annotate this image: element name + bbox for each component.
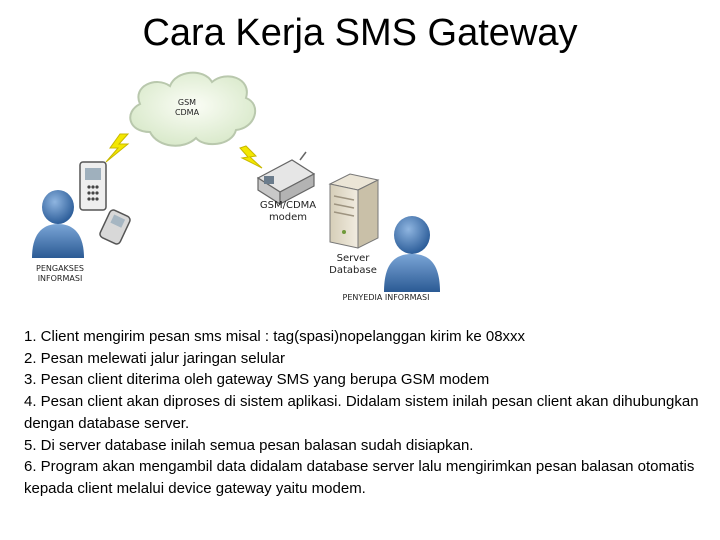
- step-1: 1. Client mengirim pesan sms misal : tag(spasi)nopelanggan kirim ke 08xxx: [24, 328, 526, 345]
- user-left-icon: [32, 190, 84, 258]
- server-database-icon: [330, 174, 378, 248]
- steps-list: [24, 326, 700, 500]
- cloud-label: [162, 98, 212, 118]
- modem-label-line1: GSM/CDMA: [259, 200, 317, 211]
- user-left-label: [28, 264, 92, 284]
- cloud-label-gsm: GSM: [177, 98, 197, 107]
- modem-icon: [258, 152, 314, 204]
- phone-icon: [80, 162, 106, 210]
- cloud-label-cdma: CDMA: [174, 108, 200, 117]
- server-label-line2: Database: [329, 265, 377, 276]
- user-right-icon: [384, 216, 440, 292]
- modem-label: [248, 200, 328, 224]
- signal-bolt-left-icon: [106, 134, 128, 162]
- step-4: 4. Pesan client akan diproses di sistem aplikasi. Didalam sistem inilah pesan client akan dihubungkan dengan database server.: [24, 393, 699, 432]
- page-title: Cara Kerja SMS Gateway: [142, 12, 578, 54]
- user-left-label-line1: PENGAKSES: [36, 264, 84, 273]
- modem-label-line2: modem: [268, 212, 308, 223]
- step-3: 3. Pesan client diterima oleh gateway SMS yang berupa GSM modem: [24, 371, 490, 389]
- user-left-label-line2: INFORMASI: [37, 274, 83, 283]
- mobile-phone-icon: [99, 209, 132, 245]
- step-6: 6. Program akan mengambil data didalam database server lalu mengirimkan pesan balasan otomatis kepada client melalui device gateway yaitu modem.: [24, 458, 695, 497]
- signal-bolt-right-icon: [240, 146, 262, 168]
- server-label-line1: Server: [336, 253, 370, 264]
- server-label: [320, 253, 386, 277]
- step-5: 5. Di server database inilah semua pesan balasan sudah disiapkan.: [24, 436, 474, 454]
- user-right-label: PENYEDIA INFORMASI: [342, 293, 430, 302]
- step-2: 2. Pesan melewati jalur jaringan selular: [24, 349, 285, 367]
